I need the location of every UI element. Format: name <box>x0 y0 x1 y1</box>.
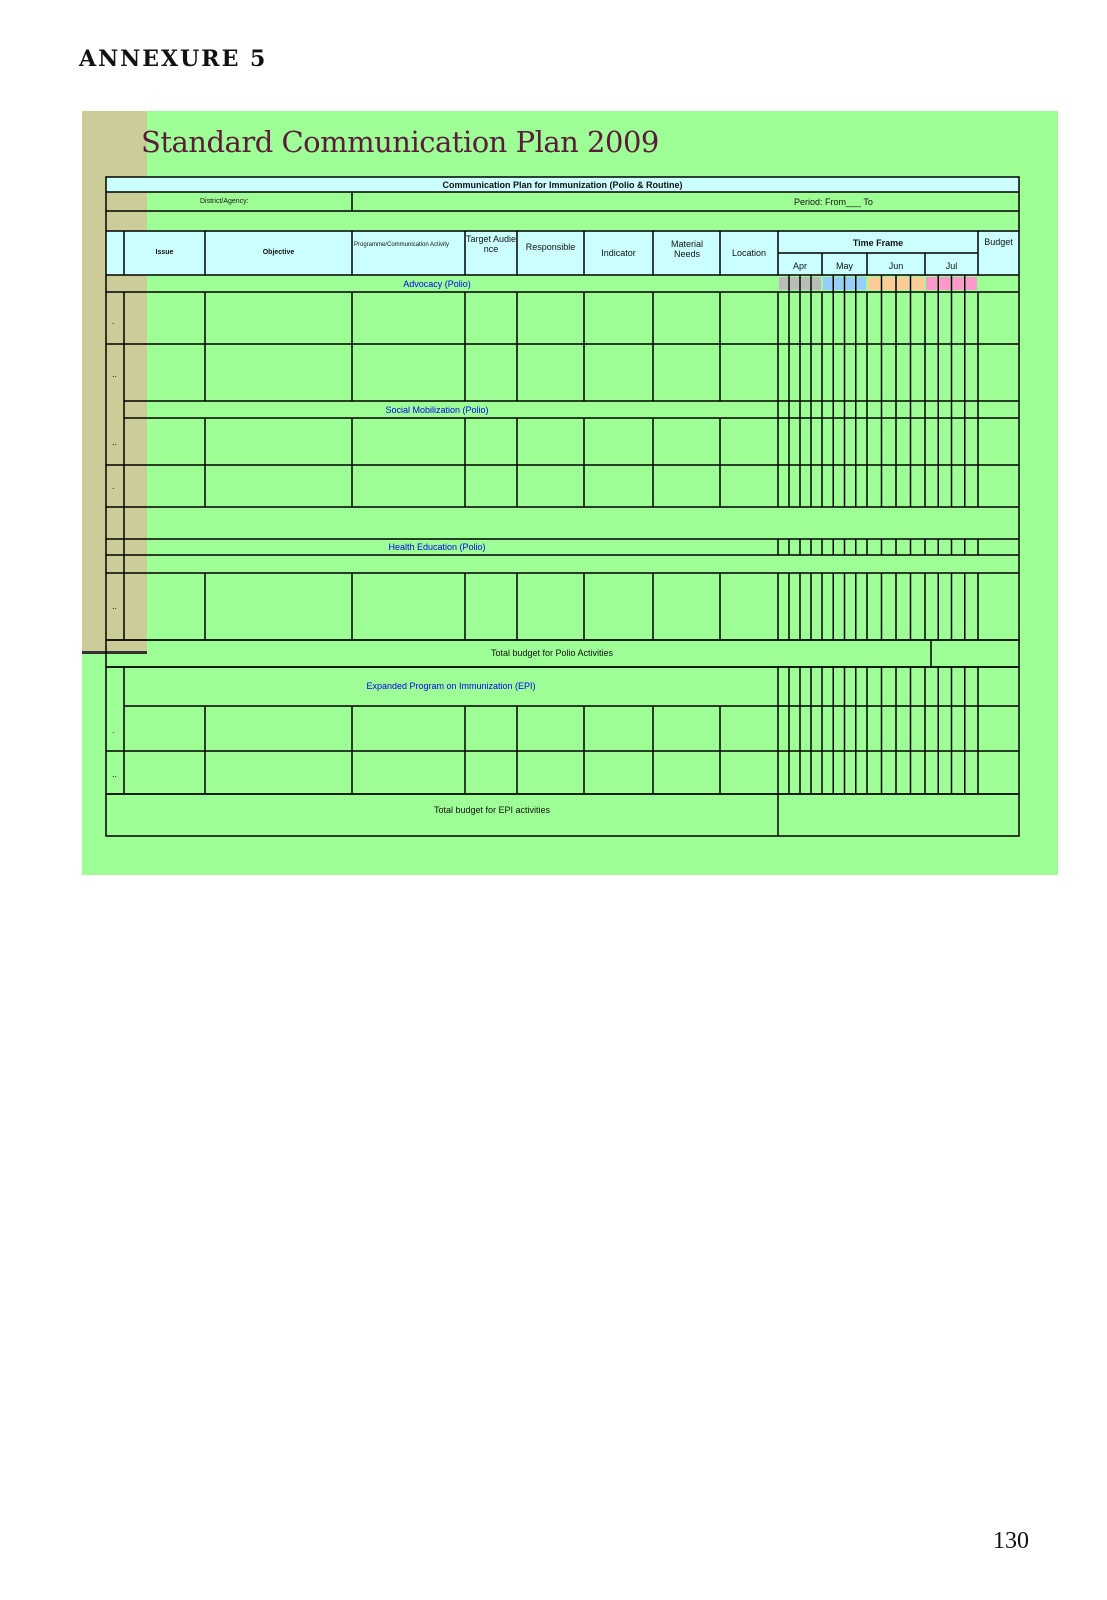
header-time-frame: Time Frame <box>852 238 904 248</box>
week-color-cell <box>823 277 832 290</box>
annex-label: ANNEXURE 5 <box>79 46 268 72</box>
week-color-cell <box>926 277 937 290</box>
week-color-cell <box>939 277 950 290</box>
section-health: Health Education (Polio) <box>388 542 486 552</box>
section-epi: Expanded Program on Immunization (EPI) <box>366 681 536 691</box>
week-color-cell <box>834 277 843 290</box>
header-budget: Budget <box>984 237 1013 247</box>
header-material: Material Needs <box>670 239 703 259</box>
week-color-cell <box>912 277 925 290</box>
header-location: Location <box>731 248 767 258</box>
section-social: Social Mobilization (Polio) <box>385 405 489 415</box>
row-marker: . <box>112 316 115 326</box>
week-color-cell <box>801 277 810 290</box>
header-objective: Objective <box>262 249 295 256</box>
month-may: May <box>835 261 853 271</box>
row-marker: . <box>112 725 115 735</box>
district-label: District/Agency: <box>200 198 249 205</box>
week-color-cell <box>846 277 855 290</box>
plan-table-grid <box>82 111 1058 875</box>
section-advocacy: Advocacy (Polio) <box>403 279 471 289</box>
header-target: Target Audience <box>465 234 517 254</box>
plan-banner: Communication Plan for Immunization (Polio & Routine) <box>442 180 683 190</box>
period-label: Period: From___ To <box>794 197 873 207</box>
week-color-cell <box>779 277 788 290</box>
week-color-cell <box>897 277 910 290</box>
header-indicator: Indicator <box>601 248 636 258</box>
row-marker: .. <box>112 369 118 379</box>
week-color-cell <box>790 277 799 290</box>
week-color-cell <box>868 277 881 290</box>
slide <box>82 111 1058 875</box>
header-programme: Programme/Communication Activity <box>354 242 450 248</box>
week-color-cell <box>857 277 866 290</box>
month-apr: Apr <box>792 261 807 271</box>
total-epi: Total budget for EPI activities <box>433 805 551 815</box>
row-marker: . <box>112 481 115 491</box>
month-jun: Jun <box>888 261 904 271</box>
week-color-cell <box>953 277 964 290</box>
header-responsible: Responsible <box>525 242 576 252</box>
week-color-cell <box>966 277 977 290</box>
plan-title: Standard Communication Plan 2009 <box>141 125 659 159</box>
row-marker: .. <box>112 601 118 611</box>
week-color-cell <box>883 277 896 290</box>
header-issue: Issue <box>155 249 174 256</box>
month-jul: Jul <box>945 261 958 271</box>
page-number: 130 <box>993 1528 1029 1554</box>
week-color-cell <box>812 277 821 290</box>
row-marker: .. <box>112 437 118 447</box>
row-marker: .. <box>112 769 118 779</box>
total-polio: Total budget for Polio Activities <box>490 648 614 658</box>
